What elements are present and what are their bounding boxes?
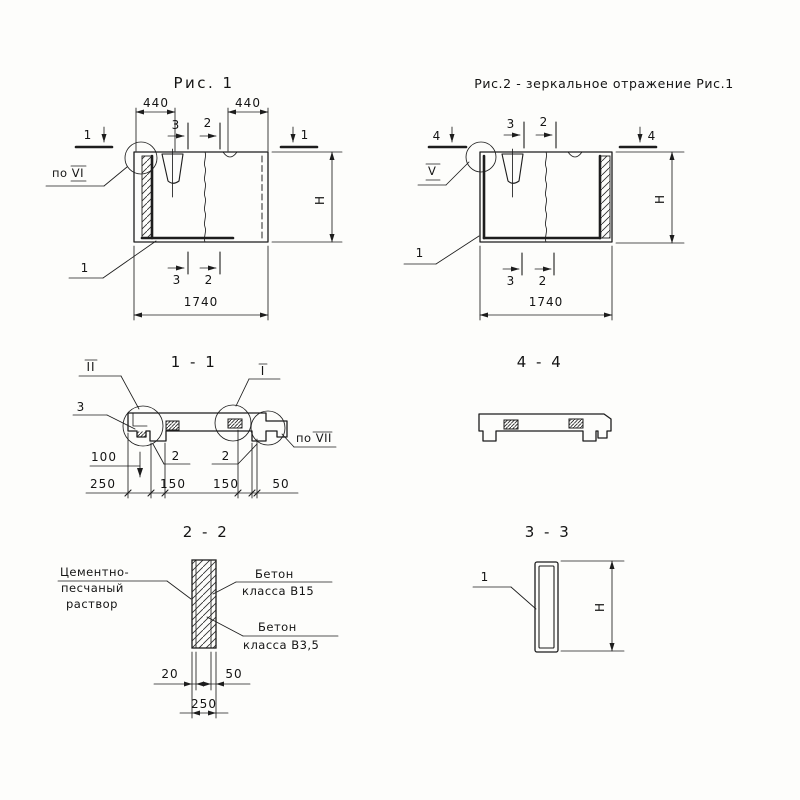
section-2-2 bbox=[58, 523, 338, 718]
fig1-section-mark-1-right bbox=[281, 127, 317, 147]
material-label: класса В3,5 bbox=[243, 638, 320, 652]
section-mark-label: 3 bbox=[172, 273, 182, 287]
dim-label: 440 bbox=[143, 96, 169, 110]
material-label: Цементно- bbox=[60, 565, 130, 579]
fig2-section-mark-2-top bbox=[536, 115, 556, 148]
sec33-dim-H bbox=[561, 561, 624, 651]
callout-label: 2 bbox=[221, 449, 231, 463]
fig2-dim-H bbox=[616, 152, 684, 243]
fig1-section-mark-3-bottom bbox=[168, 252, 188, 287]
section-3-3 bbox=[473, 523, 624, 652]
fig2-section-mark-3-bottom bbox=[503, 253, 522, 288]
fig1-dim-440-left bbox=[136, 96, 175, 151]
section-4-4-title: 4 - 4 bbox=[516, 353, 564, 371]
fig1-view-label bbox=[46, 166, 127, 186]
channel-inner bbox=[539, 566, 554, 648]
break-line bbox=[204, 152, 205, 242]
node-label: I bbox=[260, 364, 266, 378]
fig1-panel bbox=[125, 142, 268, 242]
section-2-2-title: 2 - 2 bbox=[182, 523, 230, 541]
material-label: песчаный bbox=[61, 581, 124, 595]
figure-1 bbox=[46, 74, 342, 320]
detail-circle bbox=[466, 142, 496, 172]
embedded-plate bbox=[569, 419, 583, 428]
detail-circle bbox=[251, 411, 285, 445]
sec11-callout-3 bbox=[73, 400, 135, 429]
dim-label: 1740 bbox=[183, 295, 219, 309]
sec22-b15-label bbox=[213, 567, 332, 598]
lintel-profile bbox=[479, 414, 611, 441]
dim-label: 250 bbox=[90, 477, 116, 491]
section-mark-label: 1 bbox=[300, 128, 310, 142]
embedded-plate bbox=[166, 421, 179, 430]
section-mark-label: 4 bbox=[432, 129, 442, 143]
top-notch bbox=[223, 152, 237, 157]
embedded-plate bbox=[504, 420, 518, 429]
sec11-dim-100 bbox=[90, 450, 143, 477]
section-mark-label: 3 bbox=[506, 274, 516, 288]
callout-label: 1 bbox=[80, 261, 90, 275]
top-notch bbox=[568, 152, 582, 157]
section-1-1-title: 1 - 1 bbox=[170, 353, 218, 371]
fig2-panel bbox=[466, 142, 612, 242]
sec11-callout-2b bbox=[212, 444, 257, 464]
callout-label: 1 bbox=[415, 246, 425, 260]
fig1-section-mark-3-top bbox=[168, 118, 188, 149]
fig2-callout-1 bbox=[404, 236, 479, 264]
section-3-3-title: 3 - 3 bbox=[524, 523, 572, 541]
dim-label: H bbox=[593, 601, 607, 613]
section-mark-label: 1 bbox=[83, 128, 93, 142]
embedded-plate bbox=[228, 419, 242, 428]
mortar-strip-hatch bbox=[600, 156, 610, 238]
fig2-section-mark-4-left bbox=[429, 127, 466, 147]
dim-label: 100 bbox=[91, 450, 117, 464]
section-mark-label: 2 bbox=[203, 116, 213, 130]
fig2-view-label bbox=[418, 162, 469, 185]
material-label: класса В15 bbox=[242, 584, 315, 598]
figure-2 bbox=[404, 76, 734, 320]
dim-label: 50 bbox=[225, 667, 243, 681]
fig1-section-mark-2-bottom bbox=[200, 252, 220, 287]
callout-label: 1 bbox=[480, 570, 490, 584]
section-1-1 bbox=[73, 353, 336, 498]
sec22-dims bbox=[154, 652, 250, 718]
panel-outline bbox=[134, 152, 268, 242]
sec11-label-I bbox=[236, 364, 280, 406]
dim-label: 1740 bbox=[528, 295, 564, 309]
section-4-4 bbox=[479, 353, 611, 441]
fig1-dim-440-right bbox=[228, 96, 268, 151]
fig1-callout-1 bbox=[69, 241, 156, 278]
sec33-callout-1 bbox=[473, 570, 536, 609]
node-label: II bbox=[86, 360, 96, 374]
view-label-text: по VII bbox=[296, 431, 332, 445]
section-mark-label: 2 bbox=[204, 273, 214, 287]
sec11-callout-2a bbox=[153, 444, 190, 464]
dim-label: 250 bbox=[191, 697, 217, 711]
material-label: Бетон bbox=[255, 567, 294, 581]
section-mark-label: 2 bbox=[538, 274, 548, 288]
figure-2-title: Рис.2 - зеркальное отражение Рис.1 bbox=[474, 76, 734, 91]
sec22-b35-label bbox=[207, 617, 338, 652]
fig1-dim-H bbox=[272, 152, 342, 242]
callout-label: 3 bbox=[76, 400, 86, 414]
dim-label: H bbox=[653, 193, 667, 205]
sec11-label-II bbox=[79, 360, 139, 409]
dim-label: H bbox=[313, 194, 327, 206]
fig2-section-mark-3-top bbox=[504, 117, 524, 148]
view-label-text: по VI bbox=[52, 166, 84, 180]
dim-label: 150 bbox=[160, 477, 186, 491]
dim-label: 150 bbox=[213, 477, 239, 491]
section-mark-label: 2 bbox=[539, 115, 549, 129]
dim-label: 50 bbox=[272, 477, 290, 491]
fig1-dim-1740 bbox=[134, 246, 268, 320]
material-label: Бетон bbox=[258, 620, 297, 634]
figure-1-title: Рис. 1 bbox=[173, 74, 235, 92]
view-label-text: V bbox=[428, 164, 437, 178]
sec11-view-label bbox=[282, 431, 336, 447]
fig1-section-mark-2-top bbox=[200, 116, 220, 149]
callout-label: 2 bbox=[171, 449, 181, 463]
section-mark-label: 3 bbox=[171, 118, 181, 132]
fig2-section-mark-4-right bbox=[620, 127, 656, 147]
dim-label: 20 bbox=[161, 667, 179, 681]
dim-label: 440 bbox=[235, 96, 261, 110]
break-line bbox=[545, 152, 546, 242]
section-mark-label: 3 bbox=[506, 117, 516, 131]
mortar-strip-hatch bbox=[142, 156, 152, 238]
fig1-section-mark-1-left bbox=[76, 127, 112, 147]
lintel-profile bbox=[128, 413, 287, 441]
section-mark-label: 4 bbox=[647, 129, 657, 143]
sec22-mortar-label bbox=[58, 565, 191, 611]
mortar-pad-hatch bbox=[138, 432, 146, 437]
fig2-section-mark-2-bottom bbox=[535, 253, 554, 288]
material-label: раствор bbox=[66, 597, 118, 611]
